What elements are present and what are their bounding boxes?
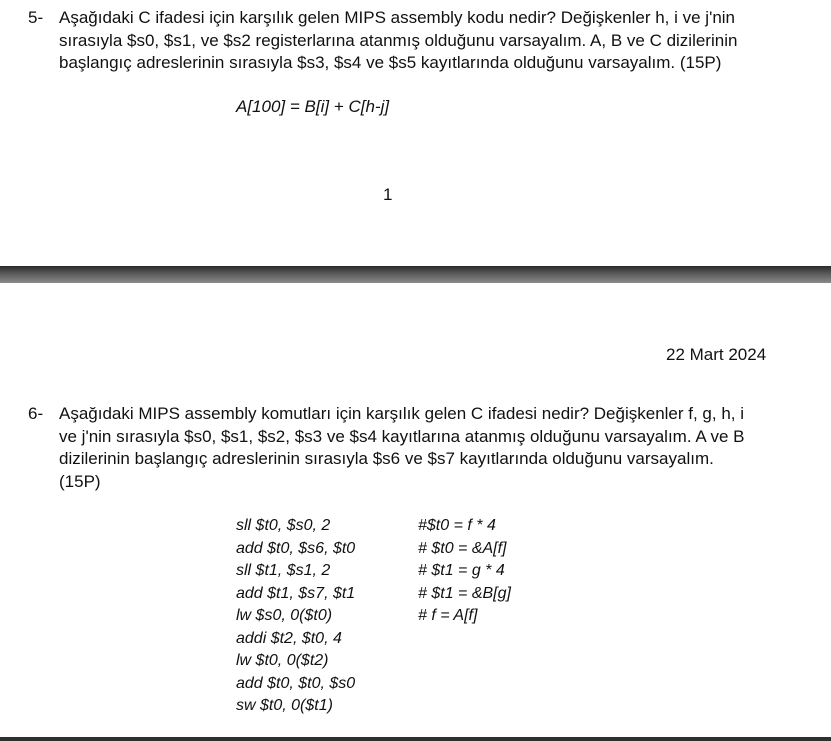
mips-instructions <box>236 515 355 718</box>
instruction-line: sw $t0, 0($t1) <box>236 697 333 714</box>
question-6-text <box>59 403 745 493</box>
comment-line: # $t1 = g * 4 <box>418 562 505 579</box>
instruction-line: add $t0, $s6, $t0 <box>236 539 356 557</box>
question-6-line: dizilerinin başlangıç adreslerinin sırasıyla $s6 ve $s7 kayıtlarında olduğunu varsayalım. <box>59 449 714 468</box>
code-comments <box>418 515 511 628</box>
instruction-line: sll $t1, $s1, 2 <box>236 562 331 579</box>
question-6-line: Aşağıdaki MIPS assembly komutları için karşılık gelen C ifadesi nedir? Değişkenler f, g, h, i <box>59 404 745 423</box>
question-5-number: 5- <box>28 8 44 27</box>
comment-line: # $t1 = &B[g] <box>418 584 511 602</box>
document-page-1 <box>0 0 831 266</box>
document-page-2 <box>0 283 831 737</box>
instruction-line: add $t0, $t0, $s0 <box>236 674 356 692</box>
instruction-line: lw $s0, 0($t0) <box>236 607 333 624</box>
question-5-text <box>59 7 737 75</box>
comment-line: #$t0 = f * 4 <box>418 517 496 534</box>
question-5-line: başlangıç adreslerinin sırasıyla $s3, $s4 ve $s5 kayıtlarında olduğunu varsayalım. (15P) <box>59 53 722 72</box>
comment-line: # $t0 = &A[f] <box>418 539 507 557</box>
question-5-line: Aşağıdaki C ifadesi için karşılık gelen MIPS assembly kodu nedir? Değişkenler h, i ve j'nin <box>59 8 736 27</box>
instruction-line: lw $t0, 0($t2) <box>236 652 329 669</box>
question-6-line: (15P) <box>59 471 101 491</box>
document-date: 22 Mart 2024 <box>666 345 767 364</box>
comment-line: # f = A[f] <box>418 607 478 624</box>
c-formula: A[100] = B[i] + C[h-j] <box>236 97 390 116</box>
question-6-line: ve j'nin sırasıyla $s0, $s1, $s2, $s3 ve $s4 kayıtlarına atanmış olduğunu varsayalım. A ve B <box>59 426 745 446</box>
page-edge <box>0 737 831 741</box>
question-6-number: 6- <box>28 404 44 423</box>
page-number: 1 <box>383 185 393 204</box>
question-5-line: sırasıyla $s0, $s1, ve $s2 registerlarına atanmış olduğunu varsayalım. A, B ve C dizilerinin <box>59 30 738 50</box>
instruction-line: sll $t0, $s0, 2 <box>236 517 331 534</box>
instruction-line: addi $t2, $t0, 4 <box>236 629 342 647</box>
page-separator <box>0 266 831 283</box>
instruction-line: add $t1, $s7, $t1 <box>236 584 356 602</box>
